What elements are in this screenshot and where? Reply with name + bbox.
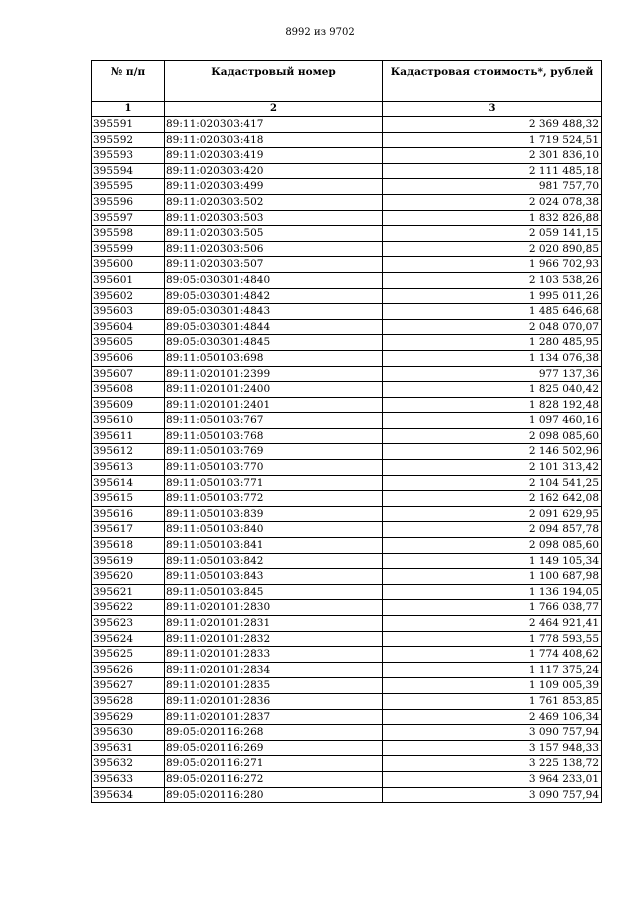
cadastral-value-table <box>91 60 602 803</box>
cadastral-value-cell: 2 091 629,95 <box>383 506 602 522</box>
table-row <box>92 460 602 476</box>
row-number-cell: 395594 <box>92 163 165 179</box>
cadastral-value-cell: 2 059 141,15 <box>383 226 602 242</box>
cadastral-number-cell: 89:11:050103:770 <box>165 460 383 476</box>
table-row <box>92 725 602 741</box>
cadastral-value-cell: 3 157 948,33 <box>383 740 602 756</box>
table-row <box>92 117 602 133</box>
table-row <box>92 304 602 320</box>
cadastral-value-cell: 981 757,70 <box>383 179 602 195</box>
row-number-cell: 395620 <box>92 569 165 585</box>
row-number-cell: 395629 <box>92 709 165 725</box>
table-row <box>92 600 602 616</box>
cadastral-value-cell: 2 024 078,38 <box>383 194 602 210</box>
table-row <box>92 288 602 304</box>
cadastral-value-cell: 2 104 541,25 <box>383 475 602 491</box>
row-number-cell: 395625 <box>92 647 165 663</box>
table-row <box>92 132 602 148</box>
table-row <box>92 616 602 632</box>
row-number-cell: 395600 <box>92 257 165 273</box>
cadastral-value-cell: 3 225 138,72 <box>383 756 602 772</box>
row-number-cell: 395617 <box>92 522 165 538</box>
cadastral-value-cell: 1 832 826,88 <box>383 210 602 226</box>
column-header-cadastral-value: Кадастровая стоимость*, рублей <box>383 61 602 102</box>
row-number-cell: 395626 <box>92 662 165 678</box>
cadastral-number-cell: 89:11:050103:841 <box>165 538 383 554</box>
cadastral-number-cell: 89:11:020101:2833 <box>165 647 383 663</box>
row-number-cell: 395631 <box>92 740 165 756</box>
row-number-cell: 395592 <box>92 132 165 148</box>
cadastral-number-cell: 89:11:020101:2400 <box>165 382 383 398</box>
row-number-cell: 395597 <box>92 210 165 226</box>
row-number-cell: 395598 <box>92 226 165 242</box>
table-row <box>92 771 602 787</box>
table-row <box>92 709 602 725</box>
row-number-cell: 395613 <box>92 460 165 476</box>
cadastral-number-cell: 89:11:020303:417 <box>165 117 383 133</box>
cadastral-number-cell: 89:11:050103:698 <box>165 350 383 366</box>
cadastral-value-cell: 1 109 005,39 <box>383 678 602 694</box>
table-row <box>92 413 602 429</box>
table-row <box>92 241 602 257</box>
cadastral-number-cell: 89:05:020116:269 <box>165 740 383 756</box>
cadastral-number-cell: 89:11:050103:769 <box>165 444 383 460</box>
table-row <box>92 506 602 522</box>
table-row <box>92 538 602 554</box>
row-number-cell: 395591 <box>92 117 165 133</box>
column-header-number: № п/п <box>92 61 165 102</box>
cadastral-value-cell: 1 995 011,26 <box>383 288 602 304</box>
cadastral-value-cell: 2 103 538,26 <box>383 272 602 288</box>
cadastral-number-cell: 89:11:020101:2830 <box>165 600 383 616</box>
cadastral-number-cell: 89:11:050103:772 <box>165 491 383 507</box>
row-number-cell: 395599 <box>92 241 165 257</box>
cadastral-value-cell: 1 778 593,55 <box>383 631 602 647</box>
row-number-cell: 395611 <box>92 428 165 444</box>
cadastral-value-cell: 1 100 687,98 <box>383 569 602 585</box>
cadastral-number-cell: 89:11:050103:839 <box>165 506 383 522</box>
table-row <box>92 194 602 210</box>
table-row <box>92 787 602 803</box>
cadastral-number-cell: 89:11:020101:2401 <box>165 397 383 413</box>
cadastral-number-cell: 89:11:020101:2399 <box>165 366 383 382</box>
table-row <box>92 428 602 444</box>
row-number-cell: 395602 <box>92 288 165 304</box>
cadastral-number-cell: 89:11:020303:419 <box>165 148 383 164</box>
cadastral-value-cell: 1 117 375,24 <box>383 662 602 678</box>
cadastral-value-cell: 2 146 502,96 <box>383 444 602 460</box>
cadastral-number-cell: 89:11:020303:418 <box>165 132 383 148</box>
cadastral-number-cell: 89:11:020303:506 <box>165 241 383 257</box>
row-number-cell: 395606 <box>92 350 165 366</box>
cadastral-number-cell: 89:05:020116:268 <box>165 725 383 741</box>
cadastral-value-cell: 2 469 106,34 <box>383 709 602 725</box>
table-row <box>92 756 602 772</box>
cadastral-number-cell: 89:11:020101:2831 <box>165 616 383 632</box>
cadastral-value-cell: 1 966 702,93 <box>383 257 602 273</box>
table-row <box>92 366 602 382</box>
cadastral-number-cell: 89:11:050103:768 <box>165 428 383 444</box>
table-row <box>92 693 602 709</box>
row-number-cell: 395608 <box>92 382 165 398</box>
row-number-cell: 395607 <box>92 366 165 382</box>
cadastral-number-cell: 89:11:050103:845 <box>165 584 383 600</box>
column-number-3: 3 <box>383 102 602 117</box>
row-number-cell: 395604 <box>92 319 165 335</box>
cadastral-number-cell: 89:11:020303:499 <box>165 179 383 195</box>
cadastral-number-cell: 89:11:020303:503 <box>165 210 383 226</box>
row-number-cell: 395593 <box>92 148 165 164</box>
cadastral-value-cell: 1 766 038,77 <box>383 600 602 616</box>
cadastral-value-cell: 1 825 040,42 <box>383 382 602 398</box>
row-number-cell: 395603 <box>92 304 165 320</box>
row-number-cell: 395619 <box>92 553 165 569</box>
cadastral-value-cell: 2 464 921,41 <box>383 616 602 632</box>
table-row <box>92 226 602 242</box>
page-number-header: 8992 из 9702 <box>285 27 355 38</box>
row-number-cell: 395634 <box>92 787 165 803</box>
cadastral-number-cell: 89:11:050103:767 <box>165 413 383 429</box>
table-row <box>92 444 602 460</box>
table-body <box>92 117 602 803</box>
cadastral-number-cell: 89:11:050103:842 <box>165 553 383 569</box>
cadastral-value-cell: 977 137,36 <box>383 366 602 382</box>
cadastral-value-cell: 2 101 313,42 <box>383 460 602 476</box>
cadastral-number-cell: 89:11:020303:507 <box>165 257 383 273</box>
row-number-cell: 395622 <box>92 600 165 616</box>
table-row <box>92 210 602 226</box>
row-number-cell: 395630 <box>92 725 165 741</box>
table-row <box>92 553 602 569</box>
cadastral-number-cell: 89:11:020101:2834 <box>165 662 383 678</box>
cadastral-value-cell: 2 111 485,18 <box>383 163 602 179</box>
cadastral-number-cell: 89:05:030301:4840 <box>165 272 383 288</box>
cadastral-value-cell: 1 149 105,34 <box>383 553 602 569</box>
cadastral-value-cell: 1 280 485,95 <box>383 335 602 351</box>
table-row <box>92 631 602 647</box>
cadastral-value-cell: 2 094 857,78 <box>383 522 602 538</box>
table-row <box>92 382 602 398</box>
cadastral-value-cell: 3 090 757,94 <box>383 725 602 741</box>
column-number-1: 1 <box>92 102 165 117</box>
table-row <box>92 662 602 678</box>
cadastral-value-cell: 2 020 890,85 <box>383 241 602 257</box>
cadastral-value-cell: 1 134 076,38 <box>383 350 602 366</box>
cadastral-value-cell: 1 136 194,05 <box>383 584 602 600</box>
cadastral-number-cell: 89:05:020116:280 <box>165 787 383 803</box>
table-row <box>92 397 602 413</box>
cadastral-value-cell: 1 828 192,48 <box>383 397 602 413</box>
row-number-cell: 395614 <box>92 475 165 491</box>
table-row <box>92 257 602 273</box>
table-row <box>92 179 602 195</box>
table-row <box>92 678 602 694</box>
row-number-cell: 395615 <box>92 491 165 507</box>
cadastral-number-cell: 89:11:020101:2832 <box>165 631 383 647</box>
cadastral-value-cell: 3 964 233,01 <box>383 771 602 787</box>
table-row <box>92 740 602 756</box>
row-number-cell: 395596 <box>92 194 165 210</box>
row-number-cell: 395610 <box>92 413 165 429</box>
cadastral-value-cell: 2 301 836,10 <box>383 148 602 164</box>
cadastral-number-cell: 89:05:030301:4845 <box>165 335 383 351</box>
row-number-cell: 395621 <box>92 584 165 600</box>
cadastral-value-cell: 1 485 646,68 <box>383 304 602 320</box>
table-row <box>92 647 602 663</box>
cadastral-number-cell: 89:05:030301:4843 <box>165 304 383 320</box>
table-row <box>92 319 602 335</box>
table-row <box>92 272 602 288</box>
table-row <box>92 584 602 600</box>
cadastral-number-cell: 89:05:020116:271 <box>165 756 383 772</box>
row-number-cell: 395628 <box>92 693 165 709</box>
row-number-cell: 395623 <box>92 616 165 632</box>
row-number-cell: 395632 <box>92 756 165 772</box>
row-number-cell: 395633 <box>92 771 165 787</box>
cadastral-value-cell: 2 098 085,60 <box>383 428 602 444</box>
row-number-cell: 395627 <box>92 678 165 694</box>
cadastral-number-cell: 89:11:050103:843 <box>165 569 383 585</box>
cadastral-value-cell: 1 761 853,85 <box>383 693 602 709</box>
table-row <box>92 350 602 366</box>
cadastral-number-cell: 89:11:020101:2835 <box>165 678 383 694</box>
table-row <box>92 335 602 351</box>
column-number-2: 2 <box>165 102 383 117</box>
cadastral-number-cell: 89:11:050103:771 <box>165 475 383 491</box>
cadastral-value-cell: 2 369 488,32 <box>383 117 602 133</box>
row-number-cell: 395616 <box>92 506 165 522</box>
cadastral-number-cell: 89:11:020303:420 <box>165 163 383 179</box>
table-header-row <box>92 61 602 102</box>
row-number-cell: 395624 <box>92 631 165 647</box>
row-number-cell: 395609 <box>92 397 165 413</box>
column-number-row <box>92 102 602 117</box>
cadastral-number-cell: 89:11:020101:2836 <box>165 693 383 709</box>
cadastral-number-cell: 89:05:030301:4844 <box>165 319 383 335</box>
cadastral-number-cell: 89:11:050103:840 <box>165 522 383 538</box>
table-row <box>92 569 602 585</box>
cadastral-value-cell: 1 774 408,62 <box>383 647 602 663</box>
column-header-cadastral-number: Кадастровый номер <box>165 61 383 102</box>
table-row <box>92 522 602 538</box>
cadastral-value-cell: 2 162 642,08 <box>383 491 602 507</box>
cadastral-value-cell: 2 098 085,60 <box>383 538 602 554</box>
row-number-cell: 395612 <box>92 444 165 460</box>
cadastral-number-cell: 89:11:020101:2837 <box>165 709 383 725</box>
row-number-cell: 395601 <box>92 272 165 288</box>
cadastral-number-cell: 89:11:020303:505 <box>165 226 383 242</box>
table-row <box>92 491 602 507</box>
cadastral-value-cell: 3 090 757,94 <box>383 787 602 803</box>
row-number-cell: 395618 <box>92 538 165 554</box>
table-row <box>92 475 602 491</box>
cadastral-number-cell: 89:05:020116:272 <box>165 771 383 787</box>
cadastral-value-cell: 1 097 460,16 <box>383 413 602 429</box>
table-row <box>92 163 602 179</box>
table-row <box>92 148 602 164</box>
cadastral-number-cell: 89:05:030301:4842 <box>165 288 383 304</box>
cadastral-value-cell: 2 048 070,07 <box>383 319 602 335</box>
row-number-cell: 395595 <box>92 179 165 195</box>
row-number-cell: 395605 <box>92 335 165 351</box>
cadastral-value-cell: 1 719 524,51 <box>383 132 602 148</box>
cadastral-number-cell: 89:11:020303:502 <box>165 194 383 210</box>
